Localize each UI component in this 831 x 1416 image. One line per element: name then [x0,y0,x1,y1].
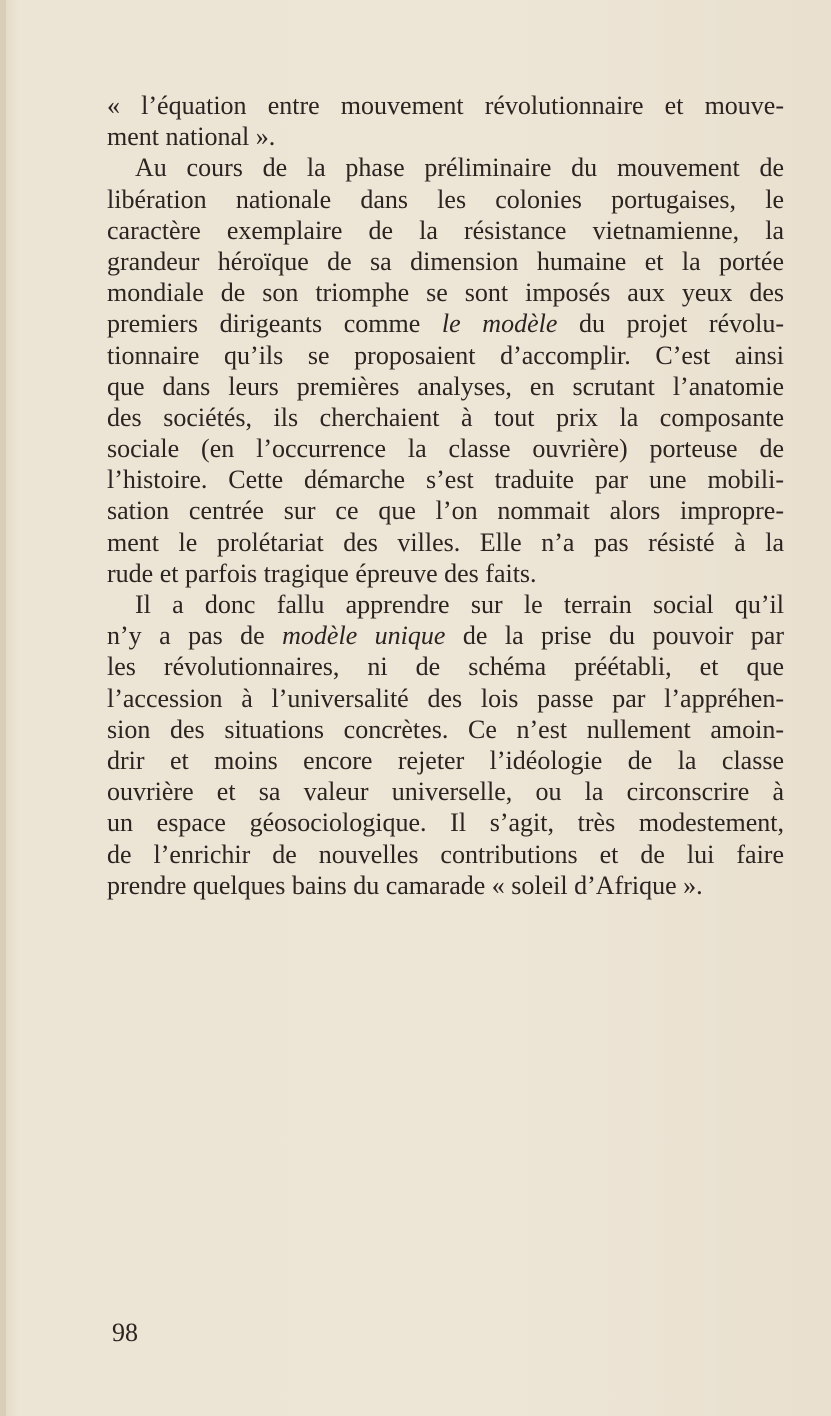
text-line [107,371,784,402]
text-line [107,558,784,589]
text-line [107,495,784,526]
text-line [107,152,784,183]
text-segment: premiers dirigeants comme [107,309,442,339]
text-line [107,870,784,901]
text-line [107,340,784,371]
text-line [107,807,784,838]
text-segment: les révolutionnaires, ni de schéma préétabli, et que [107,652,784,682]
text-segment: caractère exemplaire de la résistance vietnamienne, la [107,215,784,245]
text-segment: ouvrière et sa valeur universelle, ou la circonscrire à [107,777,784,807]
text-segment: prendre quelques bains du camarade « soleil d’Afrique ». [107,870,703,900]
text-segment: l’histoire. Cette démarche s’est traduite par une mobili- [107,465,784,495]
text-segment: Au cours de la phase préliminaire du mouvement de [135,153,784,183]
text-line [107,90,784,121]
text-line [107,215,784,246]
text-segment: tionnaire qu’ils se proposaient d’accomplir. C’est ainsi [107,340,784,370]
text-line [107,776,784,807]
text-line [107,121,784,152]
text-line [107,589,784,620]
text-segment: « l’équation entre mouvement révolutionnaire et mouve- [107,91,784,120]
text-line [107,184,784,215]
text-line [107,464,784,495]
text-line [107,308,784,339]
text-segment: de l’enrichir de nouvelles contributions et de lui faire [107,839,784,869]
text-line [107,527,784,558]
text-segment: de la prise du pouvoir par [445,621,784,651]
text-line [107,714,784,745]
text-segment: sation centrée sur ce que l’on nommait alors impropre- [107,496,784,526]
italic-text: le modèle [441,309,558,339]
text-segment: l’accession à l’universalité des lois passe par l’appréhen- [107,683,784,713]
text-segment: ment national ». [107,122,276,152]
text-segment: sociale (en l’occurrence la classe ouvrière) porteuse de [107,434,784,464]
text-segment: ment le prolétariat des villes. Elle n’a pas résisté à la [107,527,784,557]
text-line [107,433,784,464]
text-segment: des sociétés, ils cherchaient à tout prix la composante [107,402,784,432]
text-segment: mondiale de son triomphe se sont imposés aux yeux des [107,278,784,308]
text-line [107,246,784,277]
text-line [107,745,784,776]
body-text [107,90,784,901]
text-line [107,651,784,682]
text-segment: rude et parfois tragique épreuve des faits. [107,558,537,588]
text-segment: que dans leurs premières analyses, en scrutant l’anatomie [107,371,784,401]
text-segment: libération nationale dans les colonies portugaises, le [107,184,784,214]
text-segment: Il a donc fallu apprendre sur le terrain social qu’il [135,590,784,619]
page-number: 98 [112,1318,138,1347]
text-line [107,683,784,714]
text-segment: n’y a pas de [107,621,283,651]
text-line [107,402,784,433]
text-segment: un espace géosociologique. Il s’agit, très modestement, [107,808,784,838]
text-line [107,277,784,308]
text-segment: grandeur héroïque de sa dimension humaine et la portée [107,246,784,276]
text-segment: sion des situations concrètes. Ce n’est nullement amoin- [107,714,784,744]
text-segment: drir et moins encore rejeter l’idéologie de la classe [107,745,784,775]
text-line [107,620,784,651]
italic-text: modèle unique [282,621,446,651]
text-segment: du projet révolu- [557,309,784,339]
text-line [107,839,784,870]
page-gutter [0,0,6,1416]
